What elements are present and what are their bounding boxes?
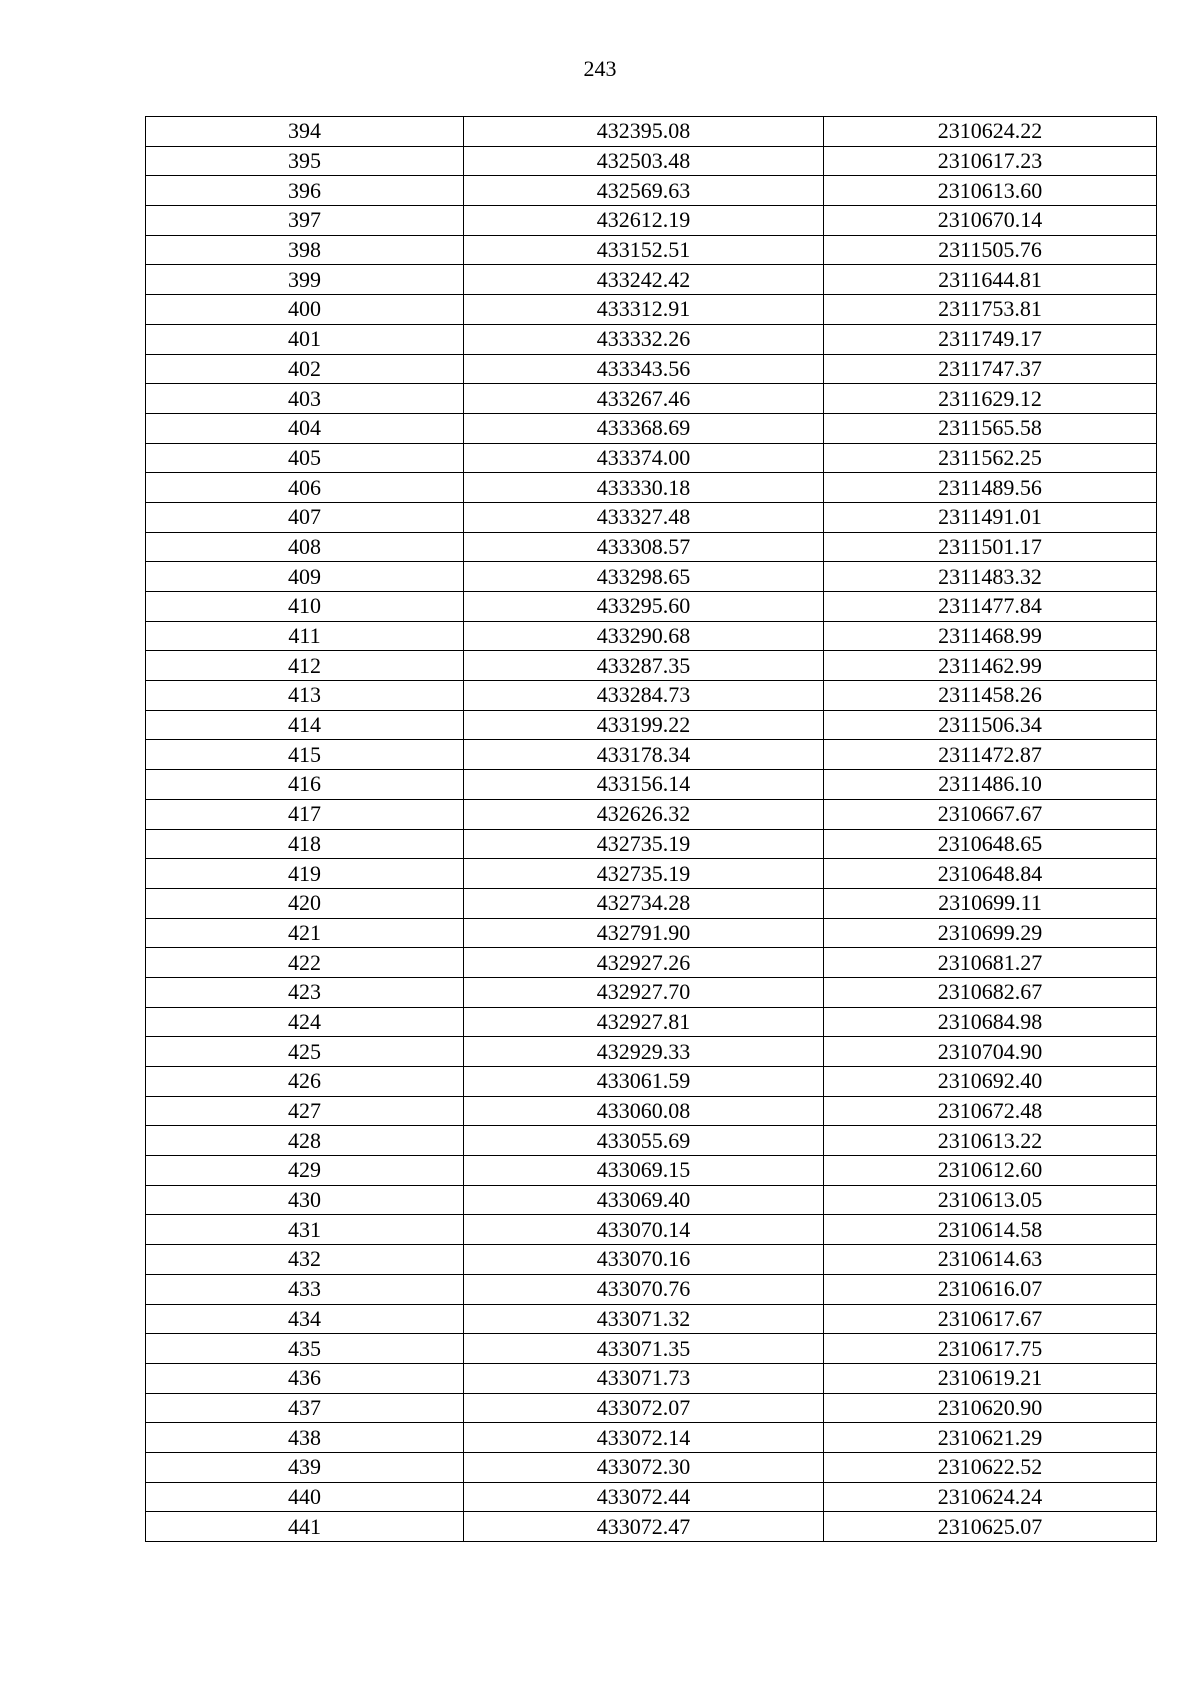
x-coordinate-cell: 433343.56 [464,354,824,384]
y-coordinate-cell: 2310704.90 [824,1037,1157,1067]
y-coordinate-cell: 2311462.99 [824,651,1157,681]
y-coordinate-cell: 2310684.98 [824,1007,1157,1037]
y-coordinate-cell: 2310624.22 [824,117,1157,147]
x-coordinate-cell: 433312.91 [464,295,824,325]
point-number-cell: 440 [146,1482,464,1512]
point-number-cell: 421 [146,918,464,948]
table-row [146,1304,1157,1334]
x-coordinate-cell: 433071.73 [464,1363,824,1393]
x-coordinate-cell: 433071.35 [464,1334,824,1364]
x-coordinate-cell: 432929.33 [464,1037,824,1067]
x-coordinate-cell: 432735.19 [464,829,824,859]
table-row [146,770,1157,800]
table-row [146,740,1157,770]
y-coordinate-cell: 2310681.27 [824,948,1157,978]
table-row [146,1334,1157,1364]
point-number-cell: 402 [146,354,464,384]
point-number-cell: 423 [146,977,464,1007]
table-row [146,1452,1157,1482]
table-row [146,859,1157,889]
y-coordinate-cell: 2310619.21 [824,1363,1157,1393]
x-coordinate-cell: 433327.48 [464,502,824,532]
x-coordinate-cell: 432791.90 [464,918,824,948]
table-row [146,473,1157,503]
y-coordinate-cell: 2310621.29 [824,1423,1157,1453]
x-coordinate-cell: 433290.68 [464,621,824,651]
y-coordinate-cell: 2311629.12 [824,384,1157,414]
y-coordinate-cell: 2310617.23 [824,146,1157,176]
point-number-cell: 418 [146,829,464,859]
y-coordinate-cell: 2310617.67 [824,1304,1157,1334]
y-coordinate-cell: 2311644.81 [824,265,1157,295]
point-number-cell: 396 [146,176,464,206]
table-row [146,710,1157,740]
x-coordinate-cell: 432569.63 [464,176,824,206]
table-row [146,295,1157,325]
table-row [146,829,1157,859]
point-number-cell: 405 [146,443,464,473]
y-coordinate-cell: 2311753.81 [824,295,1157,325]
point-number-cell: 433 [146,1274,464,1304]
point-number-cell: 435 [146,1334,464,1364]
table-row [146,1126,1157,1156]
table-row [146,1512,1157,1542]
point-number-cell: 394 [146,117,464,147]
table-row [146,888,1157,918]
point-number-cell: 408 [146,532,464,562]
point-number-cell: 416 [146,770,464,800]
y-coordinate-cell: 2311486.10 [824,770,1157,800]
x-coordinate-cell: 433070.14 [464,1215,824,1245]
table-row [146,1423,1157,1453]
point-number-cell: 430 [146,1185,464,1215]
x-coordinate-cell: 433070.16 [464,1245,824,1275]
point-number-cell: 431 [146,1215,464,1245]
x-coordinate-cell: 433298.65 [464,562,824,592]
table-row [146,651,1157,681]
x-coordinate-cell: 433069.15 [464,1156,824,1186]
y-coordinate-cell: 2310614.63 [824,1245,1157,1275]
table-row [146,235,1157,265]
y-coordinate-cell: 2311477.84 [824,592,1157,622]
coordinates-table [145,116,1157,1542]
point-number-cell: 441 [146,1512,464,1542]
point-number-cell: 400 [146,295,464,325]
x-coordinate-cell: 432612.19 [464,206,824,236]
y-coordinate-cell: 2310613.60 [824,176,1157,206]
point-number-cell: 424 [146,1007,464,1037]
table-row [146,176,1157,206]
table-row [146,532,1157,562]
point-number-cell: 427 [146,1096,464,1126]
x-coordinate-cell: 432395.08 [464,117,824,147]
point-number-cell: 428 [146,1126,464,1156]
y-coordinate-cell: 2311747.37 [824,354,1157,384]
table-row [146,977,1157,1007]
point-number-cell: 404 [146,413,464,443]
point-number-cell: 407 [146,502,464,532]
y-coordinate-cell: 2310648.65 [824,829,1157,859]
table-row [146,1215,1157,1245]
table-row [146,1245,1157,1275]
x-coordinate-cell: 433070.76 [464,1274,824,1304]
y-coordinate-cell: 2310699.29 [824,918,1157,948]
y-coordinate-cell: 2310624.24 [824,1482,1157,1512]
y-coordinate-cell: 2311565.58 [824,413,1157,443]
y-coordinate-cell: 2310699.11 [824,888,1157,918]
table-row [146,1363,1157,1393]
x-coordinate-cell: 433178.34 [464,740,824,770]
y-coordinate-cell: 2310616.07 [824,1274,1157,1304]
point-number-cell: 422 [146,948,464,978]
x-coordinate-cell: 433267.46 [464,384,824,414]
table-row [146,502,1157,532]
y-coordinate-cell: 2310613.05 [824,1185,1157,1215]
point-number-cell: 398 [146,235,464,265]
x-coordinate-cell: 433072.47 [464,1512,824,1542]
y-coordinate-cell: 2310612.60 [824,1156,1157,1186]
point-number-cell: 436 [146,1363,464,1393]
x-coordinate-cell: 433061.59 [464,1067,824,1097]
y-coordinate-cell: 2311562.25 [824,443,1157,473]
point-number-cell: 413 [146,681,464,711]
point-number-cell: 410 [146,592,464,622]
point-number-cell: 411 [146,621,464,651]
y-coordinate-cell: 2310667.67 [824,799,1157,829]
table-row [146,413,1157,443]
table-row [146,443,1157,473]
x-coordinate-cell: 433308.57 [464,532,824,562]
point-number-cell: 403 [146,384,464,414]
x-coordinate-cell: 433156.14 [464,770,824,800]
coordinates-table-body [146,117,1157,1542]
point-number-cell: 412 [146,651,464,681]
x-coordinate-cell: 433242.42 [464,265,824,295]
point-number-cell: 420 [146,888,464,918]
y-coordinate-cell: 2310672.48 [824,1096,1157,1126]
point-number-cell: 406 [146,473,464,503]
y-coordinate-cell: 2310617.75 [824,1334,1157,1364]
point-number-cell: 432 [146,1245,464,1275]
x-coordinate-cell: 432626.32 [464,799,824,829]
x-coordinate-cell: 433330.18 [464,473,824,503]
y-coordinate-cell: 2310648.84 [824,859,1157,889]
table-row [146,1393,1157,1423]
x-coordinate-cell: 432503.48 [464,146,824,176]
point-number-cell: 397 [146,206,464,236]
table-row [146,1274,1157,1304]
point-number-cell: 425 [146,1037,464,1067]
y-coordinate-cell: 2311501.17 [824,532,1157,562]
table-row [146,265,1157,295]
table-row [146,681,1157,711]
table-row [146,117,1157,147]
y-coordinate-cell: 2311483.32 [824,562,1157,592]
x-coordinate-cell: 433072.14 [464,1423,824,1453]
x-coordinate-cell: 433284.73 [464,681,824,711]
table-row [146,1067,1157,1097]
x-coordinate-cell: 433287.35 [464,651,824,681]
x-coordinate-cell: 433072.44 [464,1482,824,1512]
table-row [146,621,1157,651]
y-coordinate-cell: 2311749.17 [824,324,1157,354]
table-row [146,592,1157,622]
point-number-cell: 401 [146,324,464,354]
x-coordinate-cell: 433071.32 [464,1304,824,1334]
x-coordinate-cell: 432927.26 [464,948,824,978]
y-coordinate-cell: 2311468.99 [824,621,1157,651]
x-coordinate-cell: 433332.26 [464,324,824,354]
x-coordinate-cell: 433055.69 [464,1126,824,1156]
point-number-cell: 434 [146,1304,464,1334]
point-number-cell: 439 [146,1452,464,1482]
y-coordinate-cell: 2310625.07 [824,1512,1157,1542]
x-coordinate-cell: 433072.07 [464,1393,824,1423]
y-coordinate-cell: 2311489.56 [824,473,1157,503]
x-coordinate-cell: 432734.28 [464,888,824,918]
point-number-cell: 415 [146,740,464,770]
x-coordinate-cell: 432927.81 [464,1007,824,1037]
table-row [146,918,1157,948]
table-row [146,354,1157,384]
point-number-cell: 409 [146,562,464,592]
table-row [146,206,1157,236]
x-coordinate-cell: 432735.19 [464,859,824,889]
point-number-cell: 399 [146,265,464,295]
table-row [146,1007,1157,1037]
x-coordinate-cell: 433374.00 [464,443,824,473]
x-coordinate-cell: 433368.69 [464,413,824,443]
table-row [146,324,1157,354]
point-number-cell: 426 [146,1067,464,1097]
y-coordinate-cell: 2310614.58 [824,1215,1157,1245]
x-coordinate-cell: 433152.51 [464,235,824,265]
point-number-cell: 437 [146,1393,464,1423]
y-coordinate-cell: 2311458.26 [824,681,1157,711]
table-row [146,1185,1157,1215]
x-coordinate-cell: 433060.08 [464,1096,824,1126]
table-row [146,1096,1157,1126]
y-coordinate-cell: 2310620.90 [824,1393,1157,1423]
point-number-cell: 414 [146,710,464,740]
y-coordinate-cell: 2311505.76 [824,235,1157,265]
point-number-cell: 429 [146,1156,464,1186]
x-coordinate-cell: 433199.22 [464,710,824,740]
y-coordinate-cell: 2310613.22 [824,1126,1157,1156]
table-row [146,1037,1157,1067]
x-coordinate-cell: 433072.30 [464,1452,824,1482]
table-row [146,146,1157,176]
point-number-cell: 419 [146,859,464,889]
point-number-cell: 438 [146,1423,464,1453]
y-coordinate-cell: 2310670.14 [824,206,1157,236]
y-coordinate-cell: 2310682.67 [824,977,1157,1007]
table-row [146,1156,1157,1186]
y-coordinate-cell: 2311506.34 [824,710,1157,740]
page-number: 243 [583,56,617,81]
table-row [146,384,1157,414]
table-row [146,799,1157,829]
table-row [146,948,1157,978]
x-coordinate-cell: 433295.60 [464,592,824,622]
table-row [146,1482,1157,1512]
y-coordinate-cell: 2311491.01 [824,502,1157,532]
y-coordinate-cell: 2310692.40 [824,1067,1157,1097]
point-number-cell: 417 [146,799,464,829]
x-coordinate-cell: 433069.40 [464,1185,824,1215]
x-coordinate-cell: 432927.70 [464,977,824,1007]
table-row [146,562,1157,592]
y-coordinate-cell: 2310622.52 [824,1452,1157,1482]
y-coordinate-cell: 2311472.87 [824,740,1157,770]
point-number-cell: 395 [146,146,464,176]
